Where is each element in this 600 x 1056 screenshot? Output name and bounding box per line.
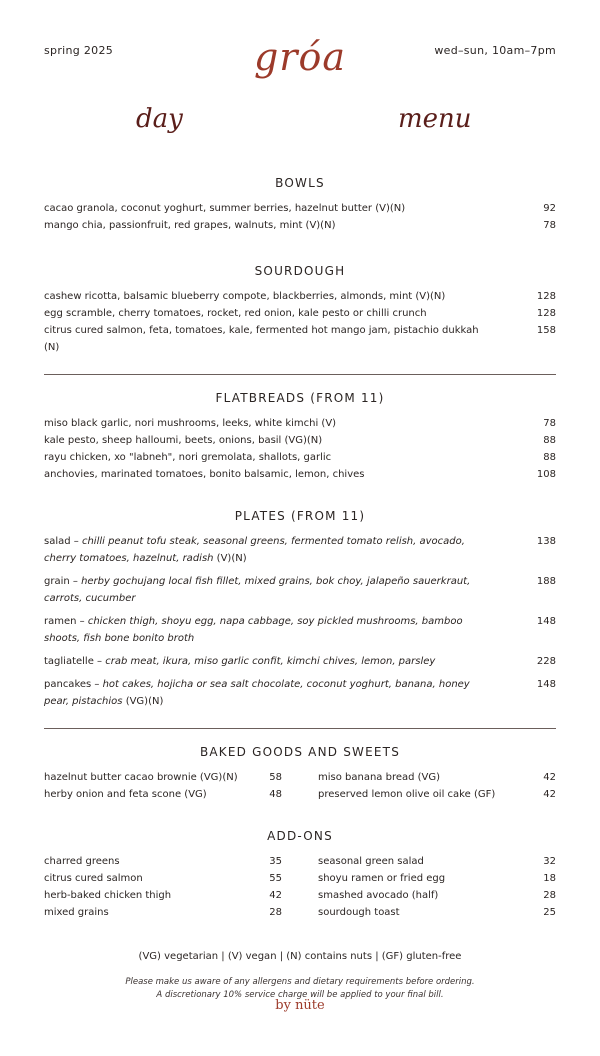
item-description: herby onion and feta scone (VG) <box>44 789 207 800</box>
menu-item <box>44 853 282 870</box>
item-tags: (V)(N) <box>213 553 247 564</box>
item-price: 228 <box>536 656 556 667</box>
menu-item <box>318 870 556 887</box>
item-description: egg scramble, cherry tomatoes, rocket, red onion, kale pesto or chilli crunch <box>44 308 427 319</box>
item-price: 42 <box>543 789 556 800</box>
item-description: hazelnut butter cacao brownie (VG)(N) <box>44 772 238 783</box>
baked-right-column <box>318 769 556 803</box>
section-plates <box>44 509 556 710</box>
section-baked-goods <box>44 745 556 803</box>
menu-item <box>44 786 282 803</box>
item-price: 78 <box>543 220 556 231</box>
item-description: preserved lemon olive oil cake (GF) <box>318 789 496 800</box>
item-name: salad – <box>44 536 82 547</box>
menu-item <box>44 322 556 356</box>
section-title: BAKED GOODS AND SWEETS <box>199 745 401 759</box>
item-description: crab meat, ikura, miso garlic confit, kimchi chives, lemon, parsley <box>105 656 436 667</box>
section-title: ADD-ONS <box>267 829 333 843</box>
item-description: miso black garlic, nori mushrooms, leeks, white kimchi (V) <box>44 418 337 429</box>
menu-item <box>44 613 556 647</box>
item-price: 158 <box>536 325 556 336</box>
item-price: 28 <box>269 907 282 918</box>
menu-item <box>318 769 556 786</box>
item-description: kale pesto, sheep halloumi, beets, onions, basil (VG)(N) <box>44 435 323 446</box>
item-price: 138 <box>536 536 556 547</box>
item-description: seasonal green salad <box>318 856 424 867</box>
menu-item <box>318 904 556 921</box>
dietary-legend: (VG) vegetarian | (V) vegan | (N) contains nuts | (GF) gluten-free <box>138 951 462 962</box>
item-price: 88 <box>543 435 556 446</box>
section-flatbreads <box>44 391 556 483</box>
item-name: grain – <box>44 576 82 587</box>
section-add-ons <box>44 829 556 921</box>
item-price: 128 <box>536 308 556 319</box>
opening-hours: wed–sun, 10am–7pm <box>434 44 556 57</box>
item-description: sourdough toast <box>318 907 400 918</box>
item-description: chilli peanut tofu steak, seasonal greens, fermented tomato relish, avocado, cherry tomatoes, hazelnut, radish <box>44 536 465 564</box>
item-price: 108 <box>536 469 556 480</box>
item-description: herby gochujang local fish fillet, mixed grains, bok choy, jalapeño sauerkraut, carrots, cucumber <box>44 576 471 604</box>
item-price: 48 <box>269 789 282 800</box>
addons-right-column <box>318 853 556 921</box>
item-description: mango chia, passionfruit, red grapes, walnuts, mint (V)(N) <box>44 220 336 231</box>
menu-item <box>44 200 556 217</box>
section-sourdough <box>44 264 556 356</box>
menu-item <box>44 904 282 921</box>
service-charge-note: A discretionary 10% service charge will be applied to your final bill. <box>156 990 444 1000</box>
menu-item <box>44 533 556 567</box>
item-price: 88 <box>543 452 556 463</box>
section-divider <box>44 728 556 729</box>
item-description: shoyu ramen or fried egg <box>318 873 446 884</box>
item-price: 148 <box>536 679 556 690</box>
item-name: ramen – <box>44 616 88 627</box>
item-description: hot cakes, hojicha or sea salt chocolate, coconut yoghurt, banana, honey pear, pistachios <box>44 679 470 707</box>
item-price: 42 <box>269 890 282 901</box>
item-price: 92 <box>543 203 556 214</box>
item-description: rayu chicken, xo "labneh", nori gremolata, shallots, garlic <box>44 452 332 463</box>
baked-left-column <box>44 769 282 803</box>
allergen-note: Please make us aware of any allergens and dietary requirements before ordering. <box>125 977 475 987</box>
item-name: pancakes – <box>44 679 103 690</box>
section-divider <box>44 374 556 375</box>
addons-left-column <box>44 853 282 921</box>
item-description: mixed grains <box>44 907 109 918</box>
section-title: FLATBREADS (FROM 11) <box>215 391 385 405</box>
item-name: tagliatelle – <box>44 656 106 667</box>
section-title: BOWLS <box>275 176 325 190</box>
item-description: cacao granola, coconut yoghurt, summer berries, hazelnut butter (V)(N) <box>44 203 406 214</box>
item-price: 148 <box>536 616 556 627</box>
section-title: PLATES (FROM 11) <box>234 509 366 523</box>
menu-content <box>44 176 556 1002</box>
section-title: SOURDOUGH <box>254 264 346 278</box>
menu-item <box>318 887 556 904</box>
item-price: 32 <box>543 856 556 867</box>
script-heading-menu: menu <box>398 104 472 134</box>
restaurant-logo: gróa <box>253 35 347 79</box>
item-description: anchovies, marinated tomatoes, bonito balsamic, lemon, chives <box>44 469 365 480</box>
item-price: 55 <box>269 873 282 884</box>
item-price: 78 <box>543 418 556 429</box>
season-label: spring 2025 <box>44 44 114 57</box>
menu-item <box>318 786 556 803</box>
byline: by nüte <box>275 998 325 1013</box>
item-price: 42 <box>543 772 556 783</box>
item-price: 25 <box>543 907 556 918</box>
menu-item <box>44 415 556 432</box>
item-price: 58 <box>269 772 282 783</box>
menu-item <box>44 449 556 466</box>
item-price: 188 <box>536 576 556 587</box>
item-description: citrus cured salmon <box>44 873 143 884</box>
item-price: 18 <box>543 873 556 884</box>
menu-item <box>44 870 282 887</box>
item-price: 28 <box>543 890 556 901</box>
item-description: miso banana bread (VG) <box>318 772 441 783</box>
item-description: charred greens <box>44 856 120 867</box>
menu-item <box>44 887 282 904</box>
item-tags: (VG)(N) <box>122 696 164 707</box>
menu-item <box>44 217 556 234</box>
menu-item <box>44 288 556 305</box>
menu-item <box>44 653 556 670</box>
item-description: smashed avocado (half) <box>318 890 439 901</box>
menu-item <box>44 573 556 607</box>
item-description: herb-baked chicken thigh <box>44 890 172 901</box>
item-description: citrus cured salmon, feta, tomatoes, kale, fermented hot mango jam, pistachio dukkah (N) <box>44 325 479 353</box>
menu-item <box>44 769 282 786</box>
section-bowls <box>44 176 556 234</box>
item-price: 35 <box>269 856 282 867</box>
script-heading-day: day <box>136 104 183 134</box>
menu-item <box>318 853 556 870</box>
menu-item <box>44 466 556 483</box>
item-description: chicken thigh, shoyu egg, napa cabbage, soy pickled mushrooms, bamboo shoots, fish bone bonito broth <box>44 616 463 644</box>
menu-item <box>44 432 556 449</box>
menu-item <box>44 676 556 710</box>
item-price: 128 <box>536 291 556 302</box>
item-description: cashew ricotta, balsamic blueberry compote, blackberries, almonds, mint (V)(N) <box>44 291 446 302</box>
menu-item <box>44 305 556 322</box>
